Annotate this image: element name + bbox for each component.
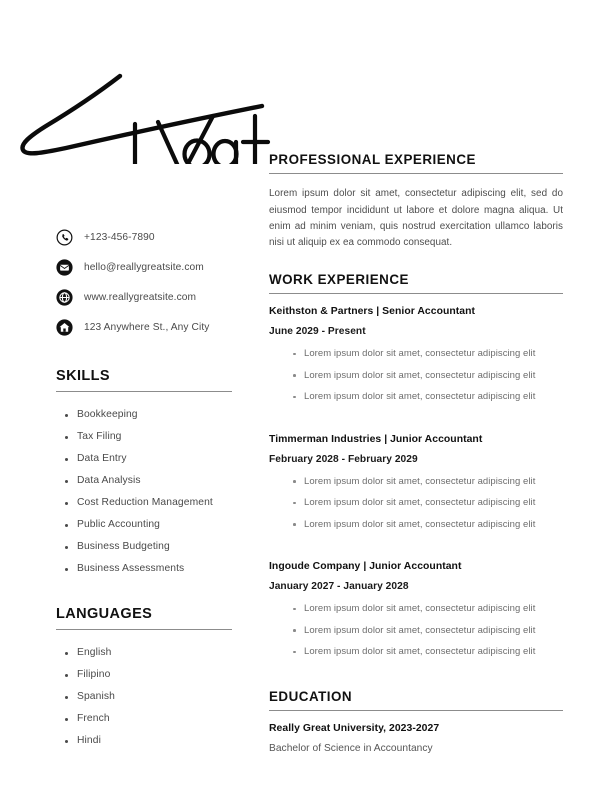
job-dates: February 2028 - February 2029 <box>269 453 418 465</box>
skills-heading: SKILLS <box>56 368 110 384</box>
job-entry <box>269 434 563 536</box>
list-item: Tax Filing <box>77 426 246 448</box>
job-dates: June 2029 - Present <box>269 326 366 337</box>
work-experience-section <box>269 272 563 663</box>
skills-list <box>56 404 246 580</box>
list-item: Public Accounting <box>77 514 246 536</box>
languages-divider <box>56 629 232 630</box>
contact-email-text: hello@reallygreatsite.com <box>84 261 204 273</box>
sidebar <box>56 222 246 752</box>
professional-experience-section <box>269 152 563 252</box>
education-divider <box>269 710 563 711</box>
contact-item-website[interactable] <box>56 282 246 312</box>
education-school: Really Great University, 2023-2027 <box>269 722 440 734</box>
main-content <box>269 152 563 754</box>
contact-website-text: www.reallygreatsite.com <box>84 291 197 303</box>
list-item: Spanish <box>77 686 246 708</box>
signature-logo <box>14 54 276 164</box>
list-item: Lorem ipsum dolor sit amet, consectetur adipiscing elit <box>304 514 563 536</box>
skills-divider <box>56 391 232 392</box>
list-item: Hindi <box>77 730 246 752</box>
education-heading: EDUCATION <box>269 688 353 704</box>
work-experience-heading: WORK EXPERIENCE <box>269 271 409 287</box>
contact-list <box>56 222 246 342</box>
education-degree: Bachelor of Science in Accountancy <box>269 742 433 754</box>
list-item: Lorem ipsum dolor sit amet, consectetur adipiscing elit <box>304 471 563 493</box>
spacer <box>269 541 563 561</box>
list-item: Lorem ipsum dolor sit amet, consectetur adipiscing elit <box>304 492 563 514</box>
signature-logo-icon <box>14 54 276 164</box>
list-item: Data Entry <box>77 448 246 470</box>
work-experience-divider <box>269 293 563 294</box>
list-item: Cost Reduction Management <box>77 492 246 514</box>
spacer <box>269 669 563 689</box>
education-section <box>269 689 563 754</box>
list-item: Lorem ipsum dolor sit amet, consectetur adipiscing elit <box>304 620 563 642</box>
languages-heading: LANGUAGES <box>56 606 153 622</box>
job-title: Ingoude Company | Junior Accountant <box>269 561 462 572</box>
spacer <box>269 414 563 434</box>
job-bullet-list <box>269 471 563 536</box>
list-item: Filipino <box>77 664 246 686</box>
professional-summary-text: Lorem ipsum dolor sit amet, consectetur adipiscing elit, sed do eiusmod tempor incididunt ut labore et dolore magna aliqua. Ut enim ad minim veniam, quis nostrud exercitation ullamco laboris nisi ut aliquip ex ea commodo consequat. <box>269 188 563 249</box>
job-title: Keithston & Partners | Senior Accountant <box>269 306 476 317</box>
list-item: Lorem ipsum dolor sit amet, consectetur adipiscing elit <box>304 343 563 365</box>
languages-list <box>56 642 246 752</box>
contact-address-text: 123 Anywhere St., Any City <box>84 321 210 333</box>
list-item: Lorem ipsum dolor sit amet, consectetur adipiscing elit <box>304 365 563 387</box>
job-title: Timmerman Industries | Junior Accountant <box>269 433 483 445</box>
contact-phone-text: +123-456-7890 <box>84 231 155 243</box>
email-icon <box>56 259 73 276</box>
job-dates: January 2027 - January 2028 <box>269 581 409 592</box>
contact-item-phone[interactable] <box>56 222 246 252</box>
list-item: Business Assessments <box>77 558 246 580</box>
job-entry <box>269 561 563 663</box>
list-item: Lorem ipsum dolor sit amet, consectetur adipiscing elit <box>304 386 563 408</box>
skills-section <box>56 368 246 580</box>
website-icon <box>56 289 73 306</box>
list-item: Lorem ipsum dolor sit amet, consectetur adipiscing elit <box>304 641 563 663</box>
spacer <box>269 252 563 272</box>
contact-item-email[interactable] <box>56 252 246 282</box>
professional-experience-divider <box>269 173 563 174</box>
list-item: English <box>77 642 246 664</box>
job-bullet-list <box>269 598 563 663</box>
professional-experience-heading: PROFESSIONAL EXPERIENCE <box>269 152 476 167</box>
list-item: Business Budgeting <box>77 536 246 558</box>
list-item: Bookkeeping <box>77 404 246 426</box>
contact-item-address[interactable] <box>56 312 246 342</box>
list-item: Lorem ipsum dolor sit amet, consectetur adipiscing elit <box>304 598 563 620</box>
address-icon <box>56 319 73 336</box>
list-item: French <box>77 708 246 730</box>
list-item: Data Analysis <box>77 470 246 492</box>
job-entry <box>269 306 563 408</box>
languages-section <box>56 606 246 752</box>
job-bullet-list <box>269 343 563 408</box>
phone-icon <box>56 229 73 246</box>
